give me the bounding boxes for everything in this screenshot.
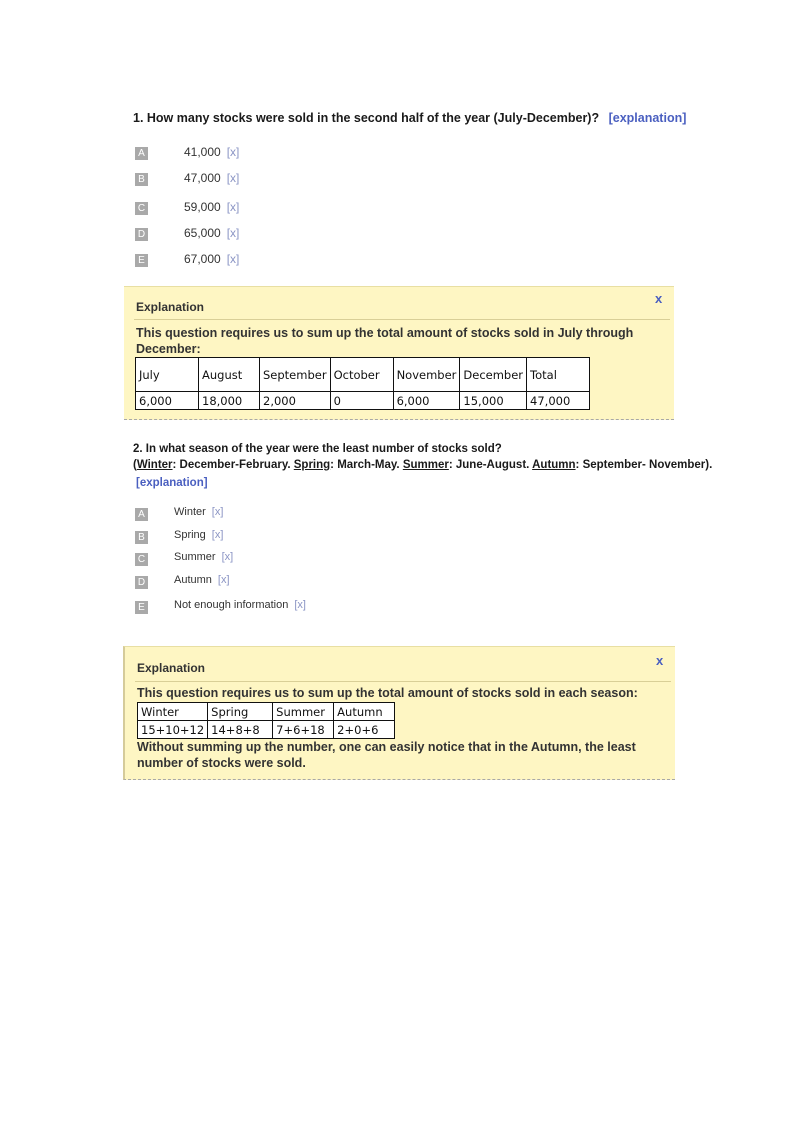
q1-table-header: December <box>460 358 527 392</box>
q1-option-a-badge[interactable]: A <box>135 147 148 160</box>
q2-table-header-row <box>138 703 395 721</box>
q2-table-header: Spring <box>208 703 273 721</box>
q1-option-a-dismiss[interactable]: [x] <box>226 145 240 159</box>
q2-option-c-label: Summer <box>174 551 216 563</box>
q2-explanation-close-button[interactable]: x <box>656 653 664 668</box>
q2-table-cell: 7+6+18 <box>273 721 334 739</box>
q2-option-c-badge[interactable]: C <box>135 553 148 566</box>
q2-season-autumn-range: : September- November). <box>575 459 713 471</box>
q1-table-header-row <box>136 358 590 392</box>
q1-table-header: July <box>136 358 199 392</box>
q2-season-autumn-name: Autumn <box>532 459 576 471</box>
q1-option-c-badge[interactable]: C <box>135 202 148 215</box>
q1-explanation-close-button[interactable]: x <box>655 291 663 306</box>
q2-season-summer-range: : June-August. <box>448 459 533 471</box>
q1-option-e[interactable] <box>184 252 239 266</box>
q2-option-a-dismiss[interactable]: [x] <box>211 506 224 518</box>
q2-explanation-conclusion: Without summing up the number, one can easily notice that in the Autumn, the least number of stocks were sold. <box>137 740 636 770</box>
q2-table-header: Autumn <box>334 703 395 721</box>
q2-season-winter-range: : December-February. <box>172 459 294 471</box>
q2-season-winter-name: Winter <box>136 459 173 471</box>
q2-option-b-badge[interactable]: B <box>135 531 148 544</box>
q2-table-header: Summer <box>273 703 334 721</box>
q1-table-header: October <box>330 358 393 392</box>
q1-option-b-badge[interactable]: B <box>135 173 148 186</box>
q2-option-e-label: Not enough information <box>174 599 289 611</box>
q2-option-d-badge[interactable]: D <box>135 576 148 589</box>
q2-option-e[interactable] <box>174 599 306 611</box>
q2-explanation-link-text[interactable]: [explanation] <box>136 477 208 489</box>
q2-explanation-text: This question requires us to sum up the total amount of stocks sold in each season: <box>137 686 638 700</box>
q1-table-cell: 6,000 <box>393 392 460 410</box>
q2-explanation-heading: Explanation <box>137 661 206 675</box>
q1-table-cell: 6,000 <box>136 392 199 410</box>
q1-option-b-dismiss[interactable]: [x] <box>226 171 240 185</box>
q2-table-header: Winter <box>138 703 208 721</box>
q1-option-e-badge[interactable]: E <box>135 254 148 267</box>
q1-option-d-dismiss[interactable]: [x] <box>226 226 240 240</box>
q1-explanation-divider <box>134 319 670 320</box>
q2-option-e-badge[interactable]: E <box>135 601 148 614</box>
q2-option-b-dismiss[interactable]: [x] <box>211 529 224 541</box>
q2-option-b-label: Spring <box>174 529 206 541</box>
q1-table-cell: 2,000 <box>260 392 331 410</box>
q1-option-d-label: 65,000 <box>184 226 221 240</box>
q1-explanation-table <box>135 357 590 410</box>
q1-explanation-link[interactable] <box>609 111 687 125</box>
q1-table-cell: 47,000 <box>527 392 590 410</box>
q1-table-header: November <box>393 358 460 392</box>
q2-table-cell: 14+8+8 <box>208 721 273 739</box>
q2-option-a-label: Winter <box>174 506 206 518</box>
q2-option-b[interactable] <box>174 529 223 541</box>
q2-explanation-panel <box>123 646 675 780</box>
q1-explanation-heading: Explanation <box>136 300 205 314</box>
q1-option-b[interactable] <box>184 171 239 185</box>
q1-option-c-label: 59,000 <box>184 200 221 214</box>
q2-season-spring-name: Spring <box>293 459 331 471</box>
q1-explanation-text: This question requires us to sum up the total amount of stocks sold in July through December: <box>136 326 634 356</box>
q2-seasons-definition: (Winter: December-February. Spring: March-May. Summer: June-August. Autumn: September- November). <box>133 459 713 471</box>
q2-explanation-divider <box>135 681 671 682</box>
q1-table-value-row <box>136 392 590 410</box>
q1-option-e-dismiss[interactable]: [x] <box>226 252 240 266</box>
q2-option-d-dismiss[interactable]: [x] <box>217 574 230 586</box>
q1-table-header: Total <box>527 358 590 392</box>
q2-option-a[interactable] <box>174 506 223 518</box>
q2-option-c[interactable] <box>174 551 233 563</box>
q1-explanation-link-text[interactable]: [explanation] <box>608 111 687 125</box>
q2-table-cell: 15+10+12 <box>138 721 208 739</box>
q1-option-b-label: 47,000 <box>184 171 221 185</box>
q1-table-header: August <box>199 358 260 392</box>
q2-title: 2. In what season of the year were the least number of stocks sold? <box>133 443 502 455</box>
q1-option-d-badge[interactable]: D <box>135 228 148 241</box>
q2-option-a-badge[interactable]: A <box>135 508 148 521</box>
q1-option-c[interactable] <box>184 200 239 214</box>
q1-title <box>133 111 686 125</box>
q1-option-e-label: 67,000 <box>184 252 221 266</box>
q2-table-cell: 2+0+6 <box>334 721 395 739</box>
q1-explanation-panel <box>124 286 674 420</box>
q2-option-c-dismiss[interactable]: [x] <box>221 551 234 563</box>
q1-table-cell: 0 <box>330 392 393 410</box>
q1-title-text: 1. How many stocks were sold in the second half of the year (July-December)? <box>133 111 600 125</box>
q2-season-summer-name: Summer <box>402 459 449 471</box>
q2-explanation-link[interactable] <box>136 477 208 489</box>
q2-explanation-table <box>137 702 395 739</box>
q1-option-c-dismiss[interactable]: [x] <box>226 200 240 214</box>
q1-table-cell: 18,000 <box>199 392 260 410</box>
q2-option-d-label: Autumn <box>174 574 212 586</box>
q2-option-d[interactable] <box>174 574 230 586</box>
q2-option-e-dismiss[interactable]: [x] <box>294 599 306 611</box>
q1-option-a-label: 41,000 <box>184 145 221 159</box>
q1-option-a[interactable] <box>184 145 239 159</box>
q2-table-value-row <box>138 721 395 739</box>
q1-option-d[interactable] <box>184 226 239 240</box>
q1-table-cell: 15,000 <box>460 392 527 410</box>
q1-table-header: September <box>260 358 331 392</box>
q2-season-spring-range: : March-May. <box>330 459 403 471</box>
